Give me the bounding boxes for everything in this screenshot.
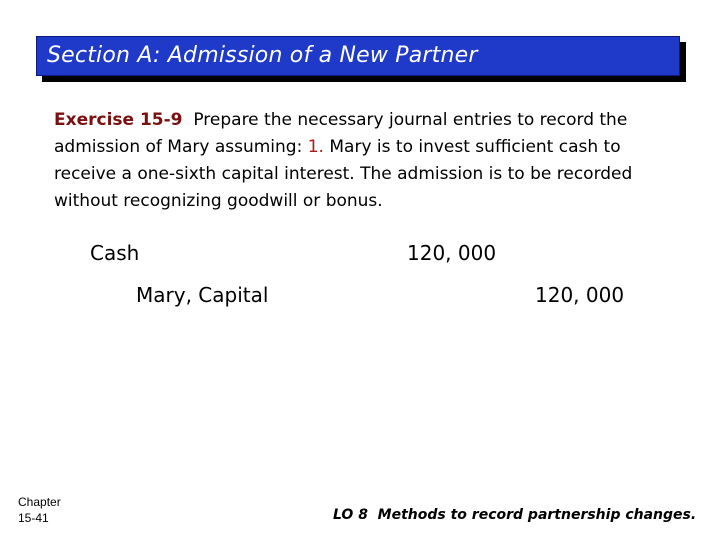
exercise-text-before: Prepare the necessary journal entries to record the admission of Mary assuming: [54, 110, 628, 157]
footer-chapter [18, 494, 61, 526]
exercise-paragraph [54, 107, 674, 215]
debit-amount: 120, 000 [407, 241, 497, 265]
page-number: 15-41 [18, 511, 49, 525]
chapter-label: Chapter [18, 495, 61, 509]
debit-account: Cash [90, 241, 140, 265]
learning-objective: LO 8 Methods to record partnership changes. [333, 507, 697, 523]
exercise-text-after: Mary is to invest sufficient cash to receive a one-sixth capital interest. The admission is to be recorded without recognizing goodwill or bonus. [54, 137, 633, 211]
exercise-label: Exercise 15-9 [54, 110, 183, 130]
exercise-item-number: 1. [307, 137, 324, 157]
credit-account: Mary, Capital [136, 283, 269, 307]
credit-amount: 120, 000 [535, 283, 625, 307]
slide-title: Section A: Admission of a New Partner [47, 43, 478, 68]
title-bar [36, 36, 680, 76]
